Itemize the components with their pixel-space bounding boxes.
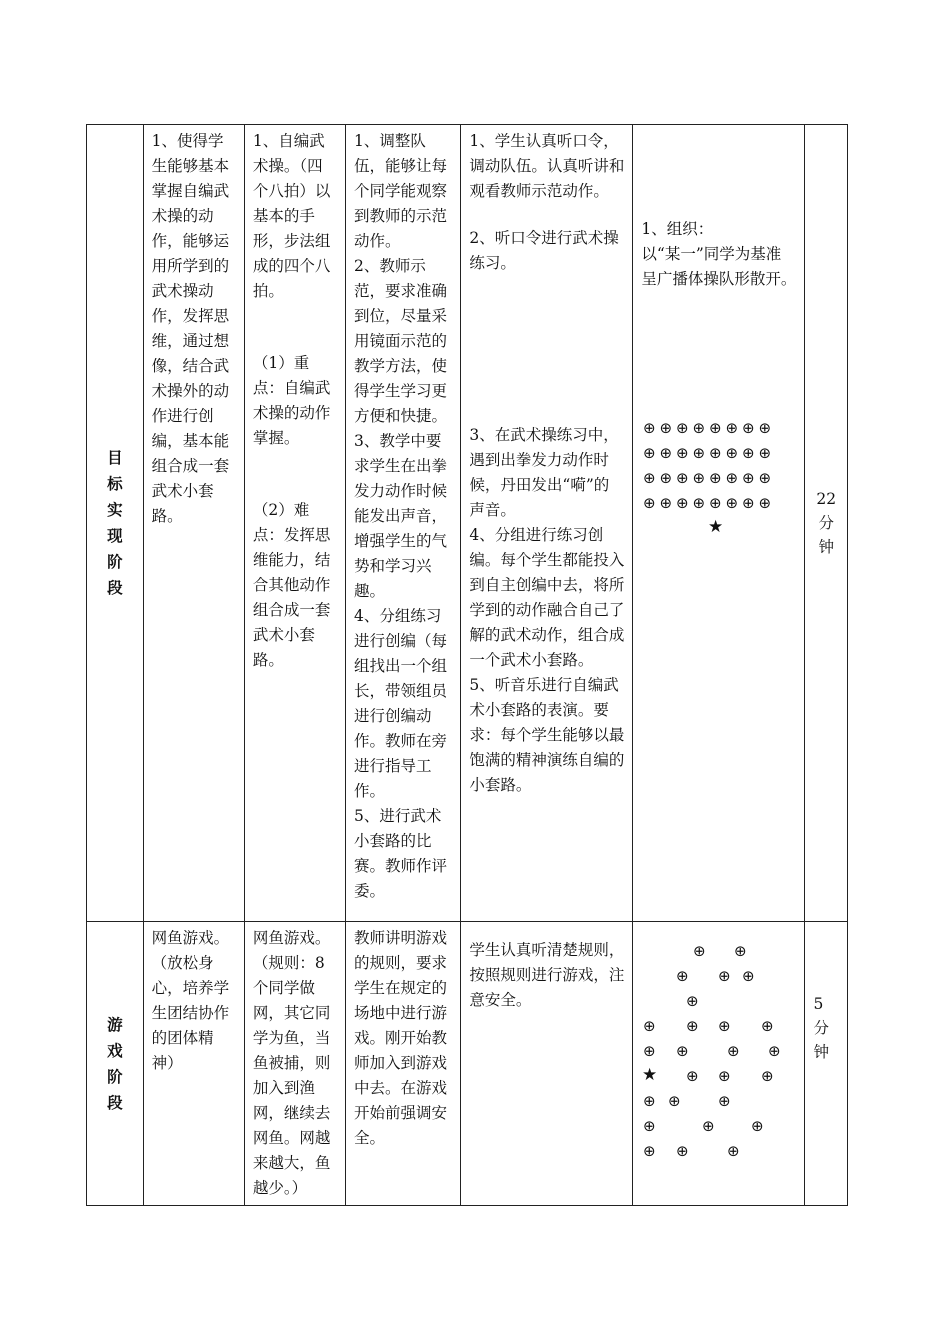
- time-cell: 5 分 钟: [805, 922, 848, 1206]
- student-marker: ⊕: [709, 444, 722, 462]
- student-marker: ⊕: [725, 494, 739, 512]
- student-marker: ⊕: [758, 444, 772, 462]
- student-cell: 1、学生认真听口令，调动队伍。认真听讲和观看教师示范动作。 2、听口令进行武术操练习。 3、在武术操练习中，遇到出拳发力动作时候，丹田发出“嗬”的声音。 4、分组进行练习创编。每个学生都能投入到自主创编中去，将所学到的动作融合自己了解的武术动作，组合成一个武术小套路。 5、听音乐进行自编武术小套路的表演。要求：每个学生能够以最饱满的精神演练自编的小套路。: [461, 125, 633, 922]
- student-marker: ⊕: [643, 444, 656, 462]
- teacher-cell: 1、调整队伍，能够让每个同学能观察到教师的示范动作。 2、教师示范，要求准确到位，尽量采用镜面示范的教学方法，使得学生学习更方便和快捷。 3、教学中要求学生在出拳发力动作时候能发出声音，增强学生的气势和学习兴趣。 4、分组练习进行创编（每组找出一个组长，带领组员进行创编动作。教师在旁进行指导工作。 5、进行武术小套路的比赛。教师作评委。: [346, 125, 461, 922]
- student-marker: ⊕: [686, 1067, 699, 1085]
- student-marker: ⊕: [702, 1117, 715, 1135]
- student-marker: ⊕: [727, 1042, 740, 1060]
- content-key: （1）重点：自编武术操的动作掌握。: [252, 354, 331, 447]
- student-marker: ⊕: [709, 419, 722, 437]
- student-marker: ⊕: [686, 1017, 699, 1035]
- student-marker: ⊕: [709, 494, 722, 512]
- student-marker: ⊕: [734, 942, 747, 960]
- student-cell: 学生认真听清楚规则，按照规则进行游戏，注意安全。: [461, 922, 633, 1206]
- stage-label: 目 标 实 现 阶 段: [87, 125, 144, 922]
- teacher-marker: ★: [708, 517, 724, 537]
- student-marker: ⊕: [768, 1042, 781, 1060]
- goal-cell: 网鱼游戏。（放松身心，培养学生团结协作的团体精神）: [143, 922, 244, 1206]
- student-marker: ⊕: [692, 444, 706, 462]
- student-marker: ⊕: [686, 992, 699, 1010]
- student-marker: ⊕: [643, 1117, 656, 1135]
- student-marker: ⊕: [643, 469, 656, 487]
- student-marker: ⊕: [758, 494, 772, 512]
- student-marker: ⊕: [643, 1042, 656, 1060]
- organization-text: 以“某一”同学为基准呈广播体操队形散开。: [641, 245, 797, 288]
- time-cell: 22 分 钟: [805, 125, 848, 922]
- student-marker: ⊕: [761, 1067, 774, 1085]
- student-marker: ⊕: [676, 494, 689, 512]
- table-row-game-stage: [87, 922, 848, 1206]
- student-marker: ⊕: [643, 419, 656, 437]
- teacher-cell: 教师讲明游戏的规则，要求学生在规定的场地中进行游戏。刚开始教师加入到游戏中去。在游戏开始前强调安全。: [346, 922, 461, 1206]
- student-marker: ⊕: [718, 1067, 731, 1085]
- student-marker: ⊕: [676, 1142, 689, 1160]
- student-marker: ⊕: [725, 469, 739, 487]
- student-marker: ⊕: [676, 967, 689, 985]
- student-marker: ⊕: [676, 469, 689, 487]
- student-marker: ⊕: [727, 1142, 740, 1160]
- student-marker: ⊕: [659, 469, 673, 487]
- student-marker: ⊕: [676, 419, 689, 437]
- student-marker: ⊕: [659, 494, 673, 512]
- student-marker: ⊕: [692, 469, 706, 487]
- student-marker: ⊕: [718, 1092, 731, 1110]
- table-row-goal-stage: [87, 125, 848, 922]
- student-marker: ⊕: [643, 494, 656, 512]
- student-marker: ⊕: [742, 469, 755, 487]
- student-marker: ⊕: [692, 494, 706, 512]
- goal-cell: 1、使得学生能够基本掌握自编武术操的动作，能够运用所学到的武术操动作，发挥思维，通过想像，结合武术操外的动作进行创编，基本能组合成一套武术小套路。: [143, 125, 244, 922]
- teacher-marker: ★: [642, 1065, 658, 1085]
- student-marker: ⊕: [718, 1017, 731, 1035]
- student-marker: ⊕: [758, 419, 772, 437]
- student-marker: ⊕: [758, 469, 772, 487]
- student-marker: ⊕: [742, 494, 755, 512]
- student-marker: ⊕: [693, 942, 706, 960]
- student-marker: ⊕: [643, 1142, 656, 1160]
- organization-cell: [633, 922, 805, 1206]
- student-marker: ⊕: [659, 444, 673, 462]
- student-marker: ⊕: [643, 1017, 656, 1035]
- content-cell: 网鱼游戏。（规则：8个同学做网，其它同学为鱼，当鱼被捕，则加入到渔网，继续去网鱼。网越来越大，鱼越少。）: [244, 922, 345, 1206]
- content-intro: 1、自编武术操。（四个八拍）以基本的手形，步法组成的四个八拍。: [252, 132, 331, 300]
- student-marker: ⊕: [643, 1092, 656, 1110]
- student-marker: ⊕: [751, 1117, 764, 1135]
- student-marker: ⊕: [742, 419, 755, 437]
- student-marker: ⊕: [742, 444, 755, 462]
- content-cell: [244, 125, 345, 922]
- stage-label: 游 戏 阶 段: [87, 922, 144, 1206]
- student-marker: ⊕: [742, 967, 755, 985]
- student-marker: ⊕: [692, 419, 706, 437]
- student-marker: ⊕: [761, 1017, 774, 1035]
- content-difficulty: （2）难点：发挥思维能力，结合其他动作组合成一套武术小套路。: [252, 501, 331, 669]
- student-marker: ⊕: [725, 444, 739, 462]
- organization-label: 1、组织：: [641, 220, 714, 238]
- student-marker: ⊕: [709, 469, 722, 487]
- student-marker: ⊕: [676, 444, 689, 462]
- student-marker: ⊕: [676, 1042, 689, 1060]
- student-marker: ⊕: [718, 967, 731, 985]
- student-marker: ⊕: [668, 1092, 681, 1110]
- student-marker: ⊕: [659, 419, 673, 437]
- student-marker: ⊕: [725, 419, 739, 437]
